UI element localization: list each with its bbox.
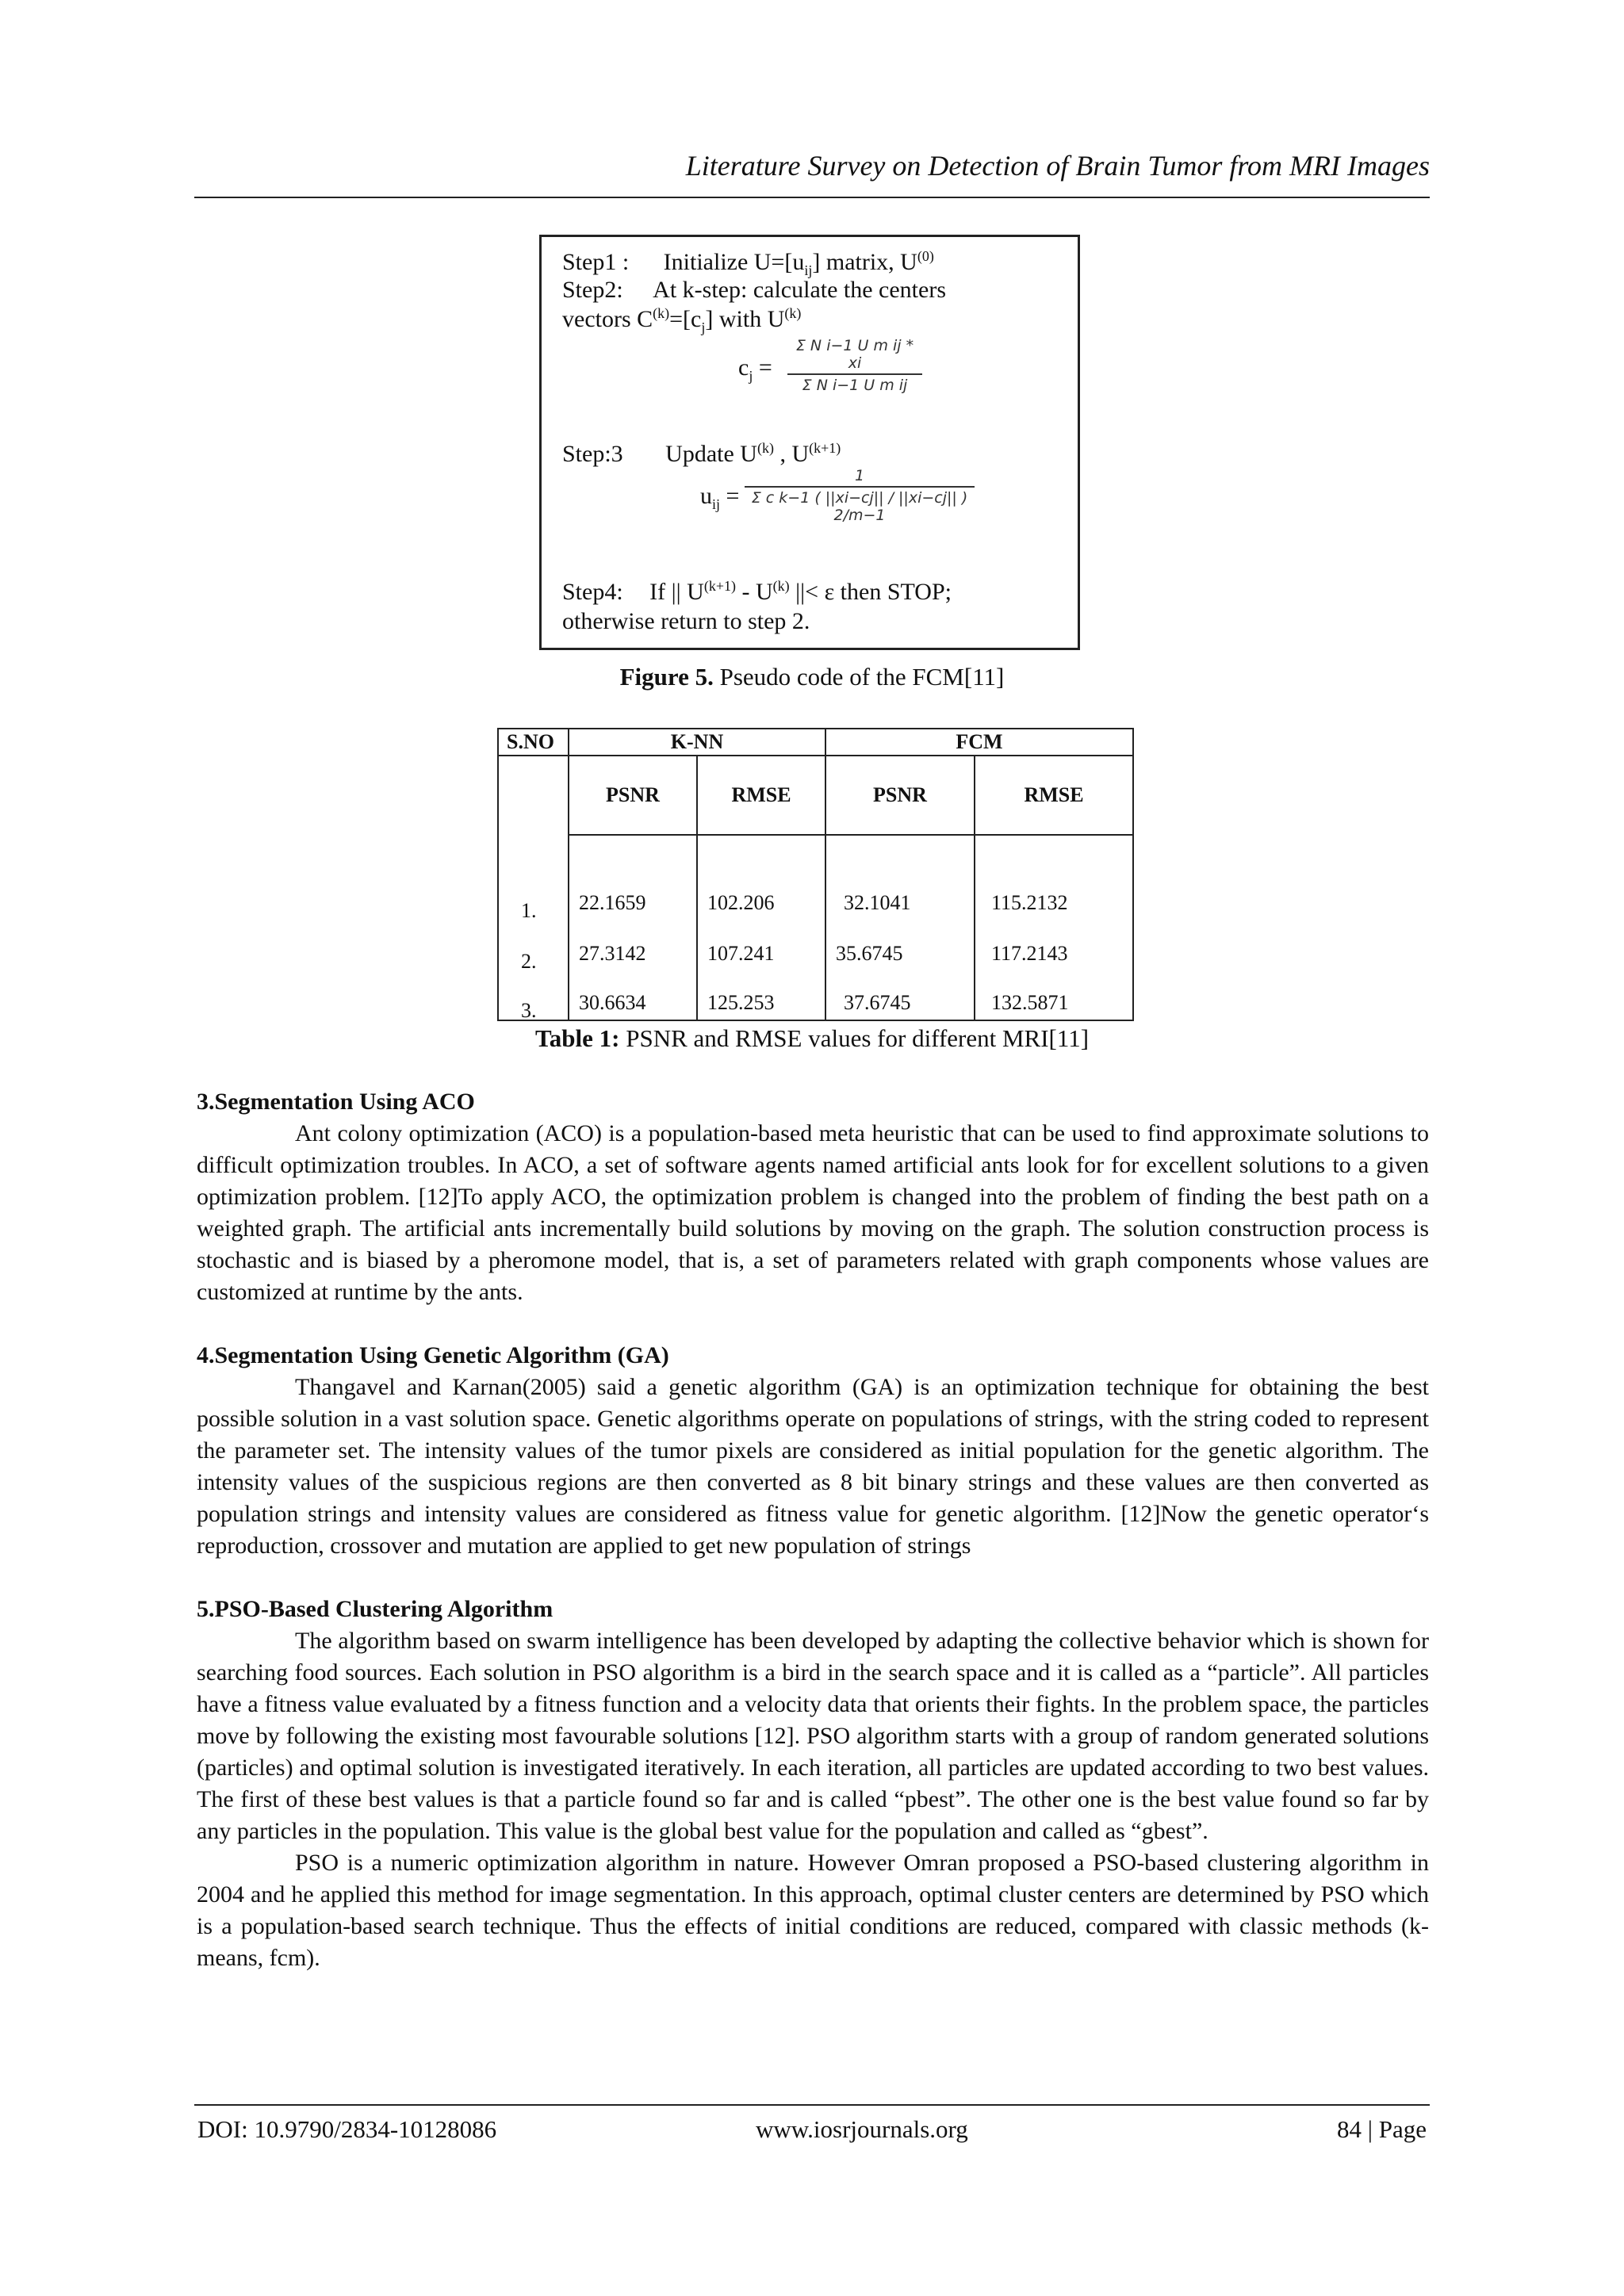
fcm-psnr-header: PSNR <box>825 756 975 835</box>
step4-line: Step4: If || $U^{(k+1)} - U^{(k)}$ ||< ε then STOP; <box>562 578 952 605</box>
ga-heading: 4.Segmentation Using Genetic Algorithm (GA) <box>197 1342 669 1368</box>
fcm-pseudocode-figure <box>539 235 1080 650</box>
knn-rmse-values: 102.206 107.241 125.253 <box>697 835 825 1020</box>
step1-line: Step1 : Initialize $U=[u_{ij}]$ matrix, $U^{(0)}$ <box>562 248 934 278</box>
cj-fraction: Σ N i−1 U m ij * xi Σ N i−1 U m ij <box>787 337 922 394</box>
page-header <box>194 149 1430 198</box>
step2-line: Step2: At k-step: calculate the centers <box>562 277 947 303</box>
step3-line: Step:3 Update $U^{(k)}$ , $U^{(k+1)}$ <box>562 440 841 467</box>
col-fcm: FCM <box>825 729 1133 756</box>
fcm-psnr-values: 32.1041 35.6745 37.6745 <box>825 835 975 1020</box>
col-sno: S.NO <box>498 729 569 756</box>
knn-psnr-values: 22.1659 27.3142 30.6634 <box>569 835 697 1020</box>
table-caption: Table 1: PSNR and RMSE values for different MRI[11] <box>534 1024 1090 1052</box>
col-knn: K-NN <box>569 729 825 756</box>
step2-line2: vectors $C^{(k)}=[c_j]$ with $U^{(k)}$ <box>562 305 802 335</box>
pso-paragraph-2: PSO is a numeric optimization algorithm in nature. However Omran proposed a PSO-based clustering algorithm in 2004 and he applied this method for image segmentation. In this approach, optimal cluster centers are determined by PSO which is a population-based search technique. Thus the effects of initial conditions are reduced, compared with classic methods (k-means, fcm). <box>197 1850 1429 1971</box>
page-footer <box>194 2104 1430 2150</box>
running-title: Literature Survey on Detection of Brain Tumor from MRI Images <box>685 150 1430 182</box>
figure-caption: Figure 5. Pseudo code of the FCM[11] <box>619 663 1005 691</box>
ga-paragraph: Thangavel and Karnan(2005) said a genetic algorithm (GA) is an optimization technique for obtaining the best possible solution in a vast solution space. Genetic algorithms operate on populations of strings, with the string coded to represent the parameter set. The intensity values of the tumor pixels are considered as initial population for the genetic algorithm. The intensity values of the suspicious regions are then converted as 8 bit binary strings and these values are then converted as population strings and intensity values are considered as fitness value for genetic algorithm. [12]Now the genetic operator‘s reproduction, crossover and mutation are applied to get new population of strings <box>197 1374 1429 1559</box>
journal-site: www.iosrjournals.org <box>756 2115 968 2143</box>
aco-heading: 3.Segmentation Using ACO <box>197 1089 475 1115</box>
fcm-rmse-values: 115.2132 117.2143 132.5871 <box>975 835 1133 1020</box>
knn-rmse-header: RMSE <box>697 756 825 835</box>
fcm-rmse-header: RMSE <box>975 756 1133 835</box>
step4-line2: otherwise return to step 2. <box>562 608 810 634</box>
doi-text: DOI: 10.9790/2834-10128086 <box>197 2115 497 2143</box>
sno-cell: 1. 2. 3. <box>498 756 569 1020</box>
pso-paragraph-1: The algorithm based on swarm intelligence has been developed by adapting the collective behavior which is shown for searching food sources. Each solution in PSO algorithm is a bird in the search space and it is called as a “particle”. All particles have a fitness value evaluated by a fitness function and a velocity data that orients their fights. In the problem space, the particles move by following the existing most favourable solutions [12]. PSO algorithm starts with a group of random generated solutions (particles) and optimal solution is investigated iteratively. In each iteration, all particles are updated according to two best values. The first of these best values is that a particle found so far and is called “pbest”. The other one is the best value found so far by any particles in the population. This value is the global best value for the population and called as “gbest”. <box>197 1628 1429 1844</box>
page-number: 84 | Page <box>1337 2115 1427 2143</box>
body-text <box>197 1086 1429 1974</box>
uij-fraction: 1 Σ c k−1 ( ||xi−cj|| / ||xi−cj|| ) 2/m−1 <box>745 467 975 524</box>
aco-paragraph: Ant colony optimization (ACO) is a population-based meta heuristic that can be used to find approximate solutions to difficult optimization troubles. In ACO, a set of software agents named artificial ants look for for excellent solutions to a given optimization problem. [12]To apply ACO, the optimization problem is changed into the problem of finding the best path on a weighted graph. The artificial ants incrementally build solutions by moving on the graph. The solution construction process is stochastic and is biased by a pheromone model, that is, a set of parameters related with graph components whose values are customized at runtime by the ants. <box>197 1120 1429 1305</box>
cj-formula-label: $c_j$ = <box>738 354 772 384</box>
psnr-rmse-table <box>497 728 1134 1021</box>
knn-psnr-header: PSNR <box>569 756 697 835</box>
pso-heading: 5.PSO-Based Clustering Algorithm <box>197 1596 553 1622</box>
uij-formula-label: $u_{ij}$ = <box>700 483 740 512</box>
